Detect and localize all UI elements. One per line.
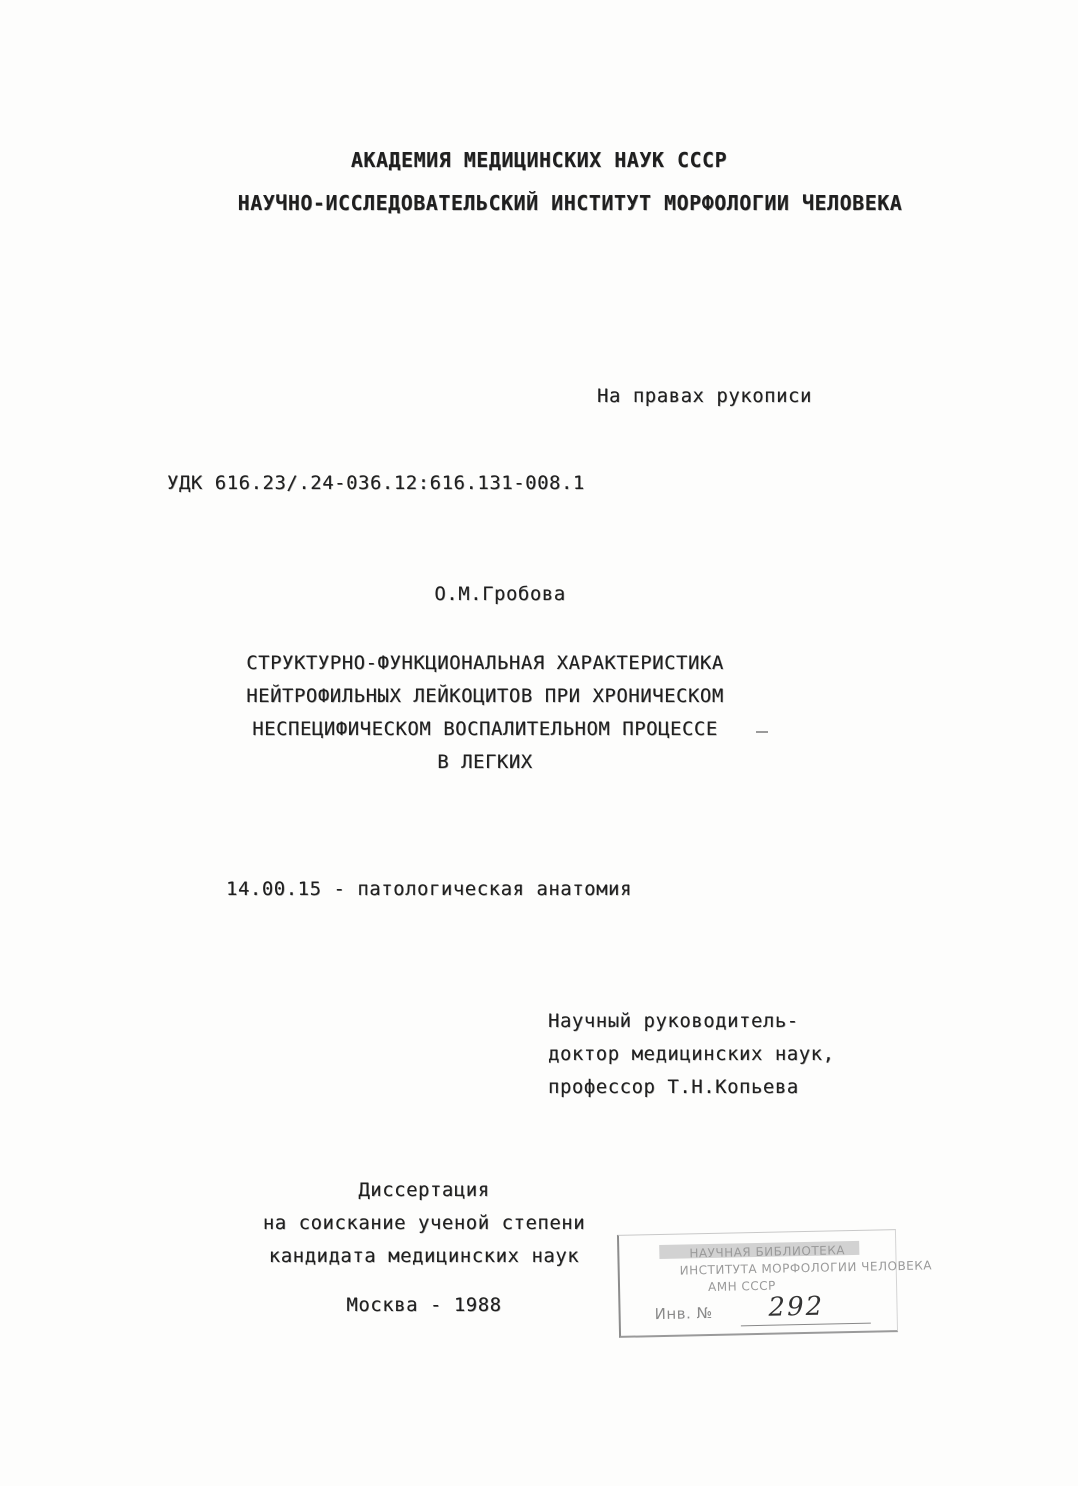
specialty-code: 14.00.15 - патологическая анатомия	[226, 878, 632, 900]
library-stamp	[617, 1229, 933, 1338]
stamp-number-underline	[741, 1323, 871, 1327]
stamp-inventory-number: 292	[768, 1291, 825, 1323]
title-line: НЕЙТРОФИЛЬНЫХ ЛЕЙКОЦИТОВ ПРИ ХРОНИЧЕСКОМ	[246, 685, 724, 707]
degree-line: Диссертация	[358, 1179, 490, 1201]
stray-dash-mark	[756, 731, 768, 733]
supervisor-line: профессор Т.Н.Копьева	[548, 1076, 799, 1098]
udc-code: УДК 616.23/.24-036.12:616.131-008.1	[167, 472, 585, 494]
stamp-inventory-label: Инв. №	[654, 1303, 713, 1324]
city-and-year: Москва - 1988	[346, 1294, 502, 1316]
supervisor-line: Научный руководитель-	[548, 1010, 799, 1032]
title-line: В ЛЕГКИХ	[437, 751, 533, 773]
title-line: СТРУКТУРНО-ФУНКЦИОНАЛЬНАЯ ХАРАКТЕРИСТИКА	[246, 652, 724, 674]
title-line: НЕСПЕЦИФИЧЕСКОМ ВОСПАЛИТЕЛЬНОМ ПРОЦЕССЕ	[252, 718, 718, 740]
stamp-academy-name: АМН СССР	[707, 1278, 776, 1295]
organization-name: АКАДЕМИЯ МЕДИЦИНСКИХ НАУК СССР	[350, 148, 728, 172]
degree-line: кандидата медицинских наук	[268, 1245, 580, 1267]
author-name: О.М.Гробова	[434, 583, 566, 605]
stamp-library-name: НАУЧНАЯ БИБЛИОТЕКА	[689, 1243, 846, 1261]
stamp-institute-name: ИНСТИТУТА МОРФОЛОГИИ ЧЕЛОВЕКА	[679, 1258, 933, 1278]
manuscript-rights-note: На правах рукописи	[597, 385, 812, 407]
institute-name: НАУЧНО-ИССЛЕДОВАТЕЛЬСКИЙ ИНСТИТУТ МОРФОЛОГИИ ЧЕЛОВЕКА	[237, 191, 903, 215]
degree-line: на соискание ученой степени	[262, 1212, 586, 1234]
supervisor-line: доктор медицинских наук,	[548, 1043, 835, 1065]
